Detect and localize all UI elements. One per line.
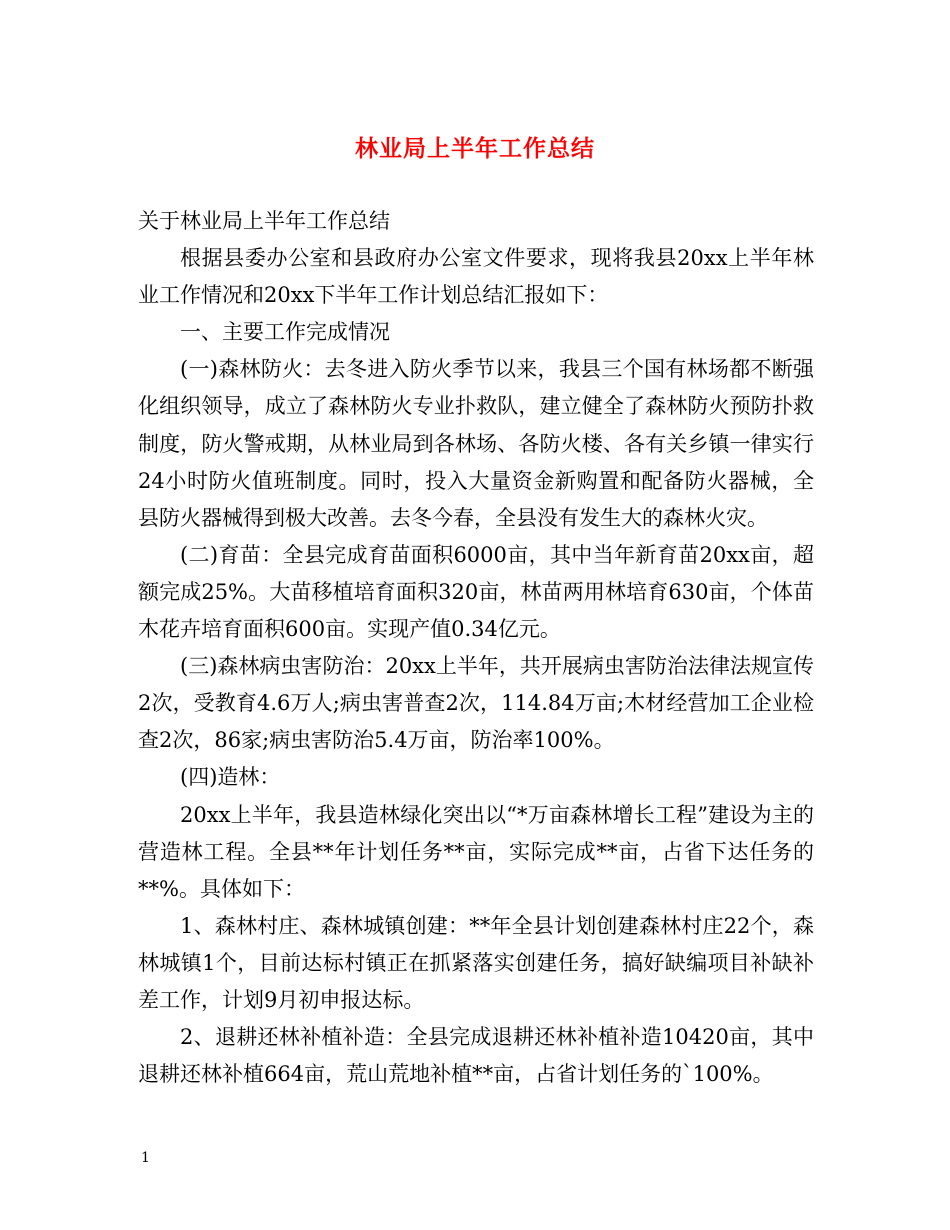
page-number: 1 [141, 1150, 150, 1166]
paragraph-pest-control: (三)森林病虫害防治：20xx上半年，共开展病虫害防治法律法规宣传2次，受教育4.6万人;病虫害普查2次，114.84万亩;木材经营加工企业检查2次，86家;病虫害防治5.4万亩，防治率100%。 [138, 654, 814, 753]
paragraph-fire-prevention: (一)森林防火：去冬进入防火季节以来，我县三个国有林场都不断强化组织领导，成立了森林防火专业扑救队，建立健全了森林防火预防扑救制度，防火警戒期，从林业局到各林场、各防火楼、各有关乡镇一律实行24小时防火值班制度。同时，投入大量资金新购置和配备防火器械，全县防火器械得到极大改善。去冬今春，全县没有发生大的森林火灾。 [138, 357, 814, 530]
document-title: 林业局上半年工作总结 [355, 136, 595, 162]
paragraph-reforestation: 2、退耕还林补植补造：全县完成退耕还林补植补造10420亩，其中退耕还林补植664亩，荒山荒地补植**亩，占省计划任务的`100%。 [138, 1025, 814, 1087]
paragraph-forest-villages: 1、森林村庄、森林城镇创建：**年全县计划创建森林村庄22个，森林城镇1个，目前达标村镇正在抓紧落实创建任务，搞好缺编项目补缺补差工作，计划9月初申报达标。 [138, 913, 814, 1012]
paragraph-afforestation: 20xx上半年，我县造林绿化突出以“*万亩森林增长工程”建设为主的营造林工程。全县**年计划任务**亩，实际完成**亩，占省下达任务的**%。具体如下： [138, 802, 814, 901]
intro-paragraph: 根据县委办公室和县政府办公室文件要求，现将我县20xx上半年林业工作情况和20xx下半年工作计划总结汇报如下： [138, 246, 814, 308]
paragraph-seedlings: (二)育苗：全县完成育苗面积6000亩，其中当年新育苗20xx亩，超额完成25%。大苗移植培育面积320亩，林苗两用林培育630亩，个体苗木花卉培育面积600亩。实现产值0.34亿元。 [138, 542, 814, 642]
document-body [138, 203, 814, 1093]
paragraph-afforestation-heading: (四)造林： [180, 765, 281, 790]
section-heading: 一、主要工作完成情况 [180, 320, 390, 345]
subtitle-line: 关于林业局上半年工作总结 [138, 209, 390, 233]
